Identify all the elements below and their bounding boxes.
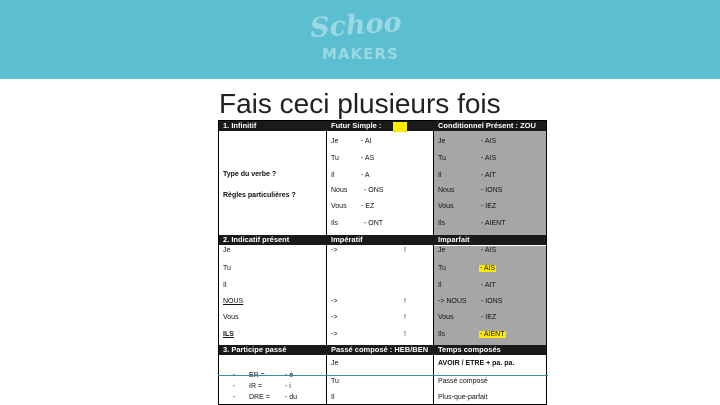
futur-ending: - ONT (364, 220, 384, 227)
imperatif-arrow: -> (331, 314, 338, 321)
conditionnel-pronoun: Ils (438, 220, 445, 227)
section-3-header (219, 345, 547, 355)
futur-ending: - EZ (361, 203, 375, 210)
imperatif-exclamation: ! (404, 314, 406, 321)
imperatif-arrow: -> (331, 298, 338, 305)
auxiliary-rule: AVOIR / ETRE + pa. pa. (438, 360, 515, 367)
conjugation-table (218, 120, 547, 405)
futur-pronoun: Vous (331, 203, 347, 210)
header-imperatif: Impératif (331, 235, 363, 244)
header-indicatif: 2. Indicatif présent (223, 235, 290, 244)
conditionnel-ending: - AIT (481, 172, 496, 179)
imparfait-ending: - IEZ (481, 314, 497, 321)
conditionnel-pronoun: Je (438, 138, 446, 145)
section-1-header (219, 121, 547, 131)
header-participe: 3. Participe passé (223, 345, 287, 354)
imparfait-pronoun: Il (438, 282, 442, 289)
imparfait-ending: - AIS (481, 247, 497, 254)
participe-rule: IR = (249, 383, 263, 390)
conditionnel-ending: - AIS (481, 155, 497, 162)
header-passe-compose: Passé composé : HEB/BEN (331, 345, 429, 354)
imperatif-exclamation: ! (404, 298, 406, 305)
participe-rule: DRE = (249, 394, 270, 401)
conditionnel-ending: - IEZ (481, 203, 497, 210)
conditionnel-ending: - AIS (481, 138, 497, 145)
participe-ending: - i (285, 383, 291, 390)
present-pronoun-nous: NOUS (223, 298, 244, 305)
tense-passe-compose: Passé composé (438, 378, 488, 385)
futur-pronoun: Nous (331, 187, 348, 194)
participe-bullet: - (233, 394, 236, 401)
futur-pronoun: Tu (331, 155, 339, 162)
schoolmakers-logo (300, 6, 410, 68)
present-pronoun: Il (223, 282, 227, 289)
header-temps-composes: Temps composés (438, 345, 501, 354)
conditionnel-ending: - AIENT (481, 220, 506, 227)
futur-ending: - AI (361, 138, 372, 145)
column-2 (326, 121, 433, 405)
logo-script-text: Schoo (309, 6, 403, 45)
present-pronoun-ils: ILS (223, 331, 234, 338)
imparfait-pronoun: Ils (438, 331, 445, 338)
present-pronoun: Vous (223, 314, 239, 321)
conditionnel-ending: - IONS (481, 187, 503, 194)
conditionnel-pronoun: Tu (438, 155, 446, 162)
imparfait-ending: - AIT (481, 282, 496, 289)
participe-bullet: - (233, 383, 236, 390)
divider-line (218, 375, 548, 376)
passe-compose-pronoun: Il (331, 394, 335, 401)
conditionnel-pronoun: Nous (438, 187, 455, 194)
conditionnel-pronoun: Il (438, 172, 442, 179)
futur-pronoun: Ils (331, 220, 338, 227)
passe-compose-pronoun: Tu (331, 378, 339, 385)
imparfait-pronoun: -> NOUS (438, 298, 467, 305)
imparfait-ending-highlighted: - AIENT (480, 331, 505, 338)
header-infinitif: 1. Infinitif (223, 121, 257, 130)
participe-ending: - du (285, 394, 298, 401)
imperatif-arrow: -> (331, 247, 338, 254)
futur-pronoun: Je (331, 138, 339, 145)
header-banner (0, 0, 720, 79)
imperatif-exclamation: ! (404, 247, 406, 254)
header-conditionnel: Conditionnel Présent : ZOU (438, 121, 536, 130)
futur-pronoun: Il (331, 172, 335, 179)
slide-title: Fais ceci plusieurs fois (219, 88, 501, 119)
present-pronoun: Je (223, 247, 231, 254)
futur-ending: - AS (361, 155, 375, 162)
column-1 (219, 121, 325, 405)
regles-label: Règles particulières ? (223, 192, 296, 199)
imparfait-pronoun: Tu (438, 265, 446, 272)
header-futur: Futur Simple : (331, 121, 382, 130)
passe-compose-pronoun: Je (331, 360, 339, 367)
yellow-marker (393, 122, 407, 132)
present-pronoun: Tu (223, 265, 231, 272)
type-verbe-label: Type du verbe ? (223, 171, 277, 178)
imparfait-pronoun: Je (438, 247, 446, 254)
logo-makers-text: MAKERS (322, 45, 399, 63)
header-imparfait: Imparfait (438, 235, 470, 244)
section-2-header (219, 235, 547, 245)
imparfait-ending-highlighted: - AIS (480, 265, 496, 272)
imperatif-exclamation: ! (404, 331, 406, 338)
futur-ending: - A (361, 172, 370, 179)
imparfait-ending: - IONS (481, 298, 503, 305)
conditionnel-pronoun: Vous (438, 203, 454, 210)
imperatif-arrow: -> (331, 331, 338, 338)
imparfait-pronoun: Vous (438, 314, 454, 321)
tense-plus-que-parfait: Plus-que-parfait (438, 394, 488, 401)
futur-ending: - ONS (364, 187, 384, 194)
